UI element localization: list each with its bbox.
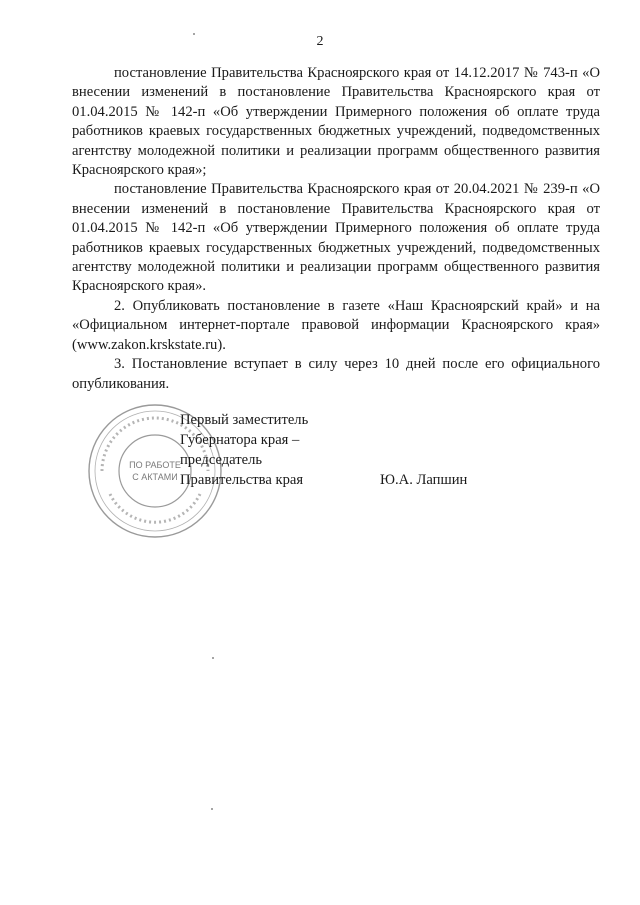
signature-title-line-1: Первый заместитель <box>180 412 309 428</box>
signatory-name: Ю.А. Лапшин <box>380 472 468 488</box>
page-number: 2 <box>316 34 324 49</box>
scan-speck <box>193 33 195 35</box>
paragraph-3: 2. Опубликовать постановление в газете «Наш Красноярский край» и на «Официальном интернет-портале правовой информации Красноярского края» (www.zakon.krskstate.ru). <box>72 297 600 353</box>
signature-title-line-3: председатель <box>180 452 263 468</box>
paragraph-4: 3. Постановление вступает в силу через 10 дней после его официального опубликования. <box>72 356 600 392</box>
signature-title-line-2: Губернатора края – <box>180 432 300 448</box>
stamp-line-1: ПО РАБОТЕ <box>129 460 181 470</box>
scan-speck <box>212 657 214 659</box>
scan-speck <box>211 808 213 810</box>
signature-block <box>180 410 600 490</box>
signature-title-line-4: Правительства края <box>180 472 304 488</box>
stamp-line-2: С АКТАМИ <box>132 472 178 482</box>
document-body <box>72 64 600 394</box>
paragraph-1: постановление Правительства Красноярского края от 14.12.2017 № 743-п «О внесении изменений в постановление Правительства Красноярского края от 01.04.2015 № 142-п «Об утверждении Примерного положения об оплате труда работников краевых государственных бюджетных учреждений, подведомственных агентству молодежной политики и реализации программ общественного развития Красноярского края»; <box>72 65 600 179</box>
paragraph-2: постановление Правительства Красноярского края от 20.04.2021 № 239-п «О внесении изменений в постановление Правительства Красноярского края от 01.04.2015 № 142-п «Об утверждении Примерного положения об оплате труда работников краевых государственных бюджетных учреждений, подведомственных агентству молодежной политики и реализации программ общественного развития Красноярского края». <box>72 181 600 295</box>
